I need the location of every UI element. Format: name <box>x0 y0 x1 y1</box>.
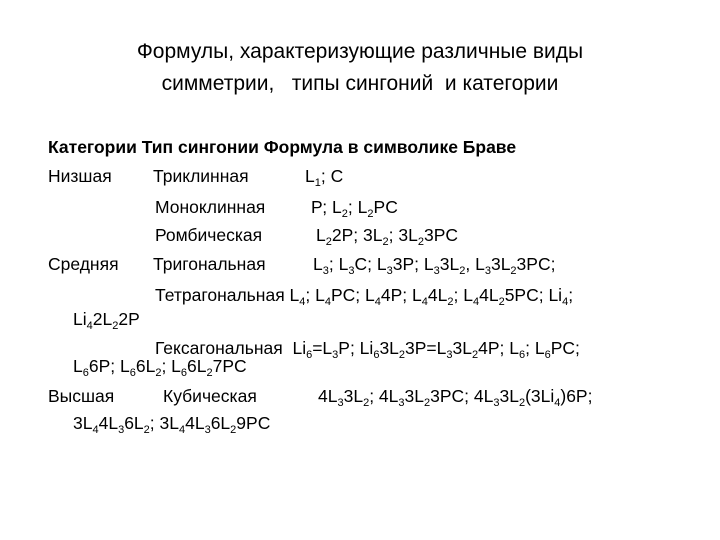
slide-title <box>0 36 720 100</box>
row-hexagonal-cont <box>73 355 247 377</box>
category-low: Низшая <box>48 166 112 186</box>
title-line-2: симметрии, типы сингоний и категории <box>161 72 559 95</box>
system-monoclinic: Моноклинная <box>155 197 266 217</box>
system-triclinic: Триклинная <box>153 166 249 186</box>
formula-trigonal: $L_3$; $L_3C$; $L_33P$; $L_33L_2$, $L_33L_23PC$; <box>313 254 556 277</box>
title-line-1: Формулы, характеризующие различные виды <box>136 40 584 63</box>
category-high: Высшая <box>48 386 115 406</box>
formula-cubic-b: $3L_44L_36L_2$; $3L_44L_36L_29PC$ <box>73 413 271 436</box>
formula-hexagonal-b: $L_66P$; $L_66L_2$; $L_66L_27PC$ <box>73 356 247 379</box>
system-tetragonal: Тетрагональная <box>155 285 285 305</box>
formula-triclinic: $L_1$; С <box>305 166 344 189</box>
formula-cubic-a: $4L_33L_2$; $4L_33L_23PC$; $4L_33L_2(3Li_4)6P$; <box>318 386 593 409</box>
formula-tetragonal-a: $L_4$; $L_4PC$; $L_44P$; $L_44L_2$; $L_44L_25PC$; $Li_4$; <box>289 285 574 308</box>
system-trigonal: Тригональная <box>153 254 266 274</box>
category-middle: Средняя <box>48 254 119 274</box>
formula-tetragonal-b: $Li_42L_22P$ <box>73 309 140 332</box>
formula-hexagonal-a: $Li_6=L_3P$; $Li_63L_23P=L_33L_24P$; $L_6$; $L_6PC$; <box>287 338 580 361</box>
system-hexagonal: Гексагональная <box>155 338 283 358</box>
row-cubic-cont <box>73 412 270 434</box>
row-tetragonal-cont <box>73 308 140 330</box>
formula-monoclinic: Р; $L_2$; $L_2PC$ <box>311 197 398 220</box>
tetragonal-block <box>155 282 665 309</box>
system-orthorhombic: Ромбическая <box>155 225 263 245</box>
system-cubic: Кубическая <box>163 386 257 406</box>
table-header: Категории Тип сингонии Формула в символике Браве <box>48 137 517 157</box>
formula-orthorhombic: $L_22P$; $3L_2$; $3L_23PC$ <box>316 225 459 248</box>
